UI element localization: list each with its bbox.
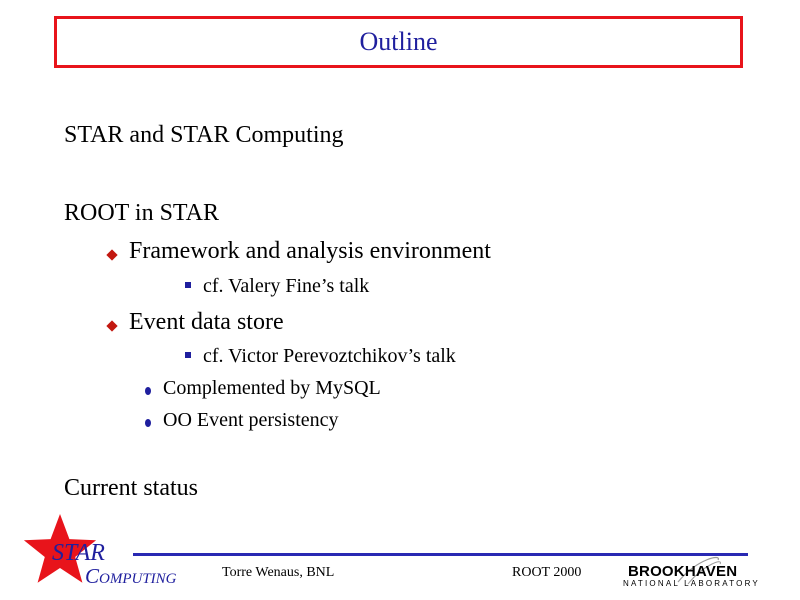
footer-author: Torre Wenaus, BNL [222, 565, 335, 580]
logo-computing-rest: OMPUTING [99, 571, 177, 587]
item-oo-persistency: OO Event persistency [163, 409, 339, 431]
title-box [54, 16, 743, 68]
logo-star-text: STAR [52, 540, 105, 566]
item-current-status: Current status [64, 475, 198, 501]
item-root-in-star: ROOT in STAR [64, 200, 219, 226]
item-star-computing: STAR and STAR Computing [64, 122, 344, 148]
diamond-bullet-icon [106, 320, 117, 331]
item-perevoztchikov-talk: cf. Victor Perevoztchikov’s talk [203, 345, 456, 367]
bnl-logo-name: BROOKHAVEN [628, 563, 738, 580]
item-fine-talk: cf. Valery Fine’s talk [203, 275, 370, 297]
item-event-store: Event data store [129, 309, 284, 335]
logo-computing-initial: C [85, 564, 100, 588]
slide-title: Outline [359, 27, 438, 56]
dot-bullet-icon [145, 419, 151, 427]
square-bullet-icon [185, 352, 191, 358]
item-framework: Framework and analysis environment [129, 238, 491, 264]
bnl-logo-sub: NATIONAL LABORATORY [623, 579, 760, 588]
item-mysql: Complemented by MySQL [163, 377, 381, 399]
dot-bullet-icon [145, 387, 151, 395]
footer-event: ROOT 2000 [512, 565, 582, 580]
square-bullet-icon [185, 282, 191, 288]
diamond-bullet-icon [106, 249, 117, 260]
logo-computing-text [85, 564, 177, 589]
